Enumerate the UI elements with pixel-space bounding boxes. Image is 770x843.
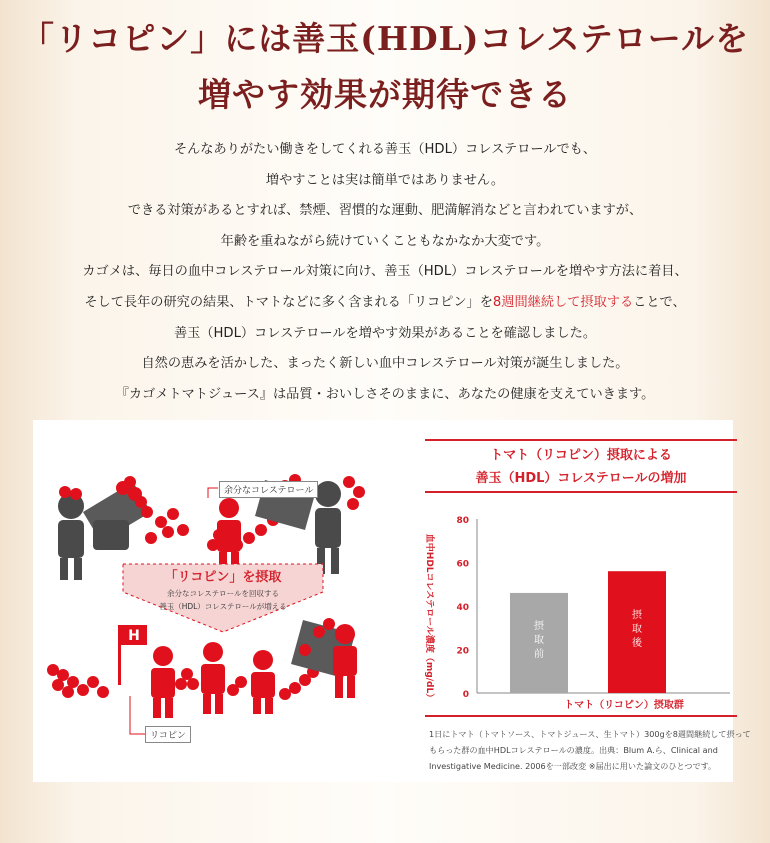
y-tick-label: 20 bbox=[456, 646, 469, 657]
red-figure-icon bbox=[251, 650, 275, 714]
bar-category-label: 摂取後 bbox=[632, 610, 642, 650]
lycopene-label: リコピン bbox=[145, 726, 191, 743]
intro-line: 年齢を重ねながら続けていくこともなかなか大変です。 bbox=[220, 233, 550, 249]
x-axis-label: トマト（リコピン）摂取群 bbox=[564, 700, 684, 711]
intro-text-segment: そして長年の研究の結果、トマトなどに多く含まれる「リコピン」を bbox=[84, 294, 493, 310]
intro-line: 自然の恵みを活かした、まったく新しい血中コレステロール対策が誕生しました。 bbox=[141, 356, 629, 372]
banner-subtext: 余分なコレステロールを回収する bbox=[167, 589, 279, 598]
y-tick-label: 40 bbox=[456, 603, 469, 613]
footnote bbox=[429, 726, 751, 774]
footnote-line: もらった群の血中HDLコレステロールの濃度。出典：Blum A.ら、Clinical and bbox=[429, 745, 718, 755]
intro-line: できる対策があるとすれば、禁煙、習慣的な運動、肥満解消などと言われていますが、 bbox=[127, 203, 643, 219]
chart-top-rule bbox=[425, 439, 737, 441]
y-axis-label: 血中HDLコレステロール濃度（mg/dL） bbox=[424, 533, 434, 703]
gray-figure-icon bbox=[58, 493, 84, 580]
headline-line-2: 増やす効果が期待できる bbox=[198, 75, 572, 114]
y-tick-label: 80 bbox=[456, 516, 469, 526]
red-figure-icon bbox=[201, 642, 225, 714]
lycopene-banner bbox=[123, 566, 323, 612]
intro-line bbox=[0, 288, 770, 319]
red-figure-icon bbox=[333, 624, 357, 698]
highlight-text: 8週間継続して摂取する bbox=[492, 294, 634, 310]
chart-title-line-2: 善玉（HDL）コレステロールの増加 bbox=[475, 471, 687, 486]
bar-category-label: 摂取前 bbox=[534, 620, 544, 660]
banner-subtext: 善玉（HDL）コレステロールが増える bbox=[159, 602, 287, 611]
gray-figure-icon bbox=[315, 481, 341, 574]
intro-line: 『カゴメトマトジュース』は品質・おいしさそのままに、あなたの健康を支えていきます。 bbox=[115, 386, 655, 402]
banner-title: 「リコピン」を摂取 bbox=[164, 570, 282, 585]
cholesterol-pile-icon bbox=[47, 664, 199, 698]
intro-line: そんなありがたい働きをしてくれる善玉（HDL）コレステロールでも、 bbox=[173, 142, 597, 157]
y-tick-label: 0 bbox=[462, 690, 469, 700]
hdl-bar-chart bbox=[405, 500, 735, 718]
chart-title-rule bbox=[425, 491, 737, 493]
excess-cholesterol-label: 余分なコレステロール bbox=[219, 481, 318, 498]
intro-line: 増やすことは実は簡単ではありません。 bbox=[265, 172, 505, 188]
intro-line: カゴメは、毎日の血中コレステロール対策に向け、善玉（HDL）コレステロールを増やす方法に着目、 bbox=[82, 264, 688, 280]
chart-title-line-1: トマト（リコピン）摂取による bbox=[490, 448, 672, 463]
footnote-line: 1日にトマト（トマトソース、トマトジュース、生トマト）300gを8週間継続して摂って bbox=[429, 729, 751, 739]
intro-text bbox=[0, 135, 770, 410]
chart-bottom-rule bbox=[425, 715, 737, 717]
y-tick-label: 60 bbox=[456, 559, 469, 570]
red-figure-icon bbox=[118, 625, 175, 718]
intro-line: 善玉（HDL）コレステロールを増やす効果があることを確認しました。 bbox=[173, 325, 597, 341]
headline-line-1: 「リコピン」には善玉(HDL)コレステロールを bbox=[20, 19, 750, 58]
flag-letter: H bbox=[128, 628, 140, 644]
intro-text-segment: ことで、 bbox=[633, 294, 686, 310]
footnote-line: Investigative Medicine. 2006を一部改変 ※届出に用いた論文のひとつです。 bbox=[429, 761, 717, 771]
